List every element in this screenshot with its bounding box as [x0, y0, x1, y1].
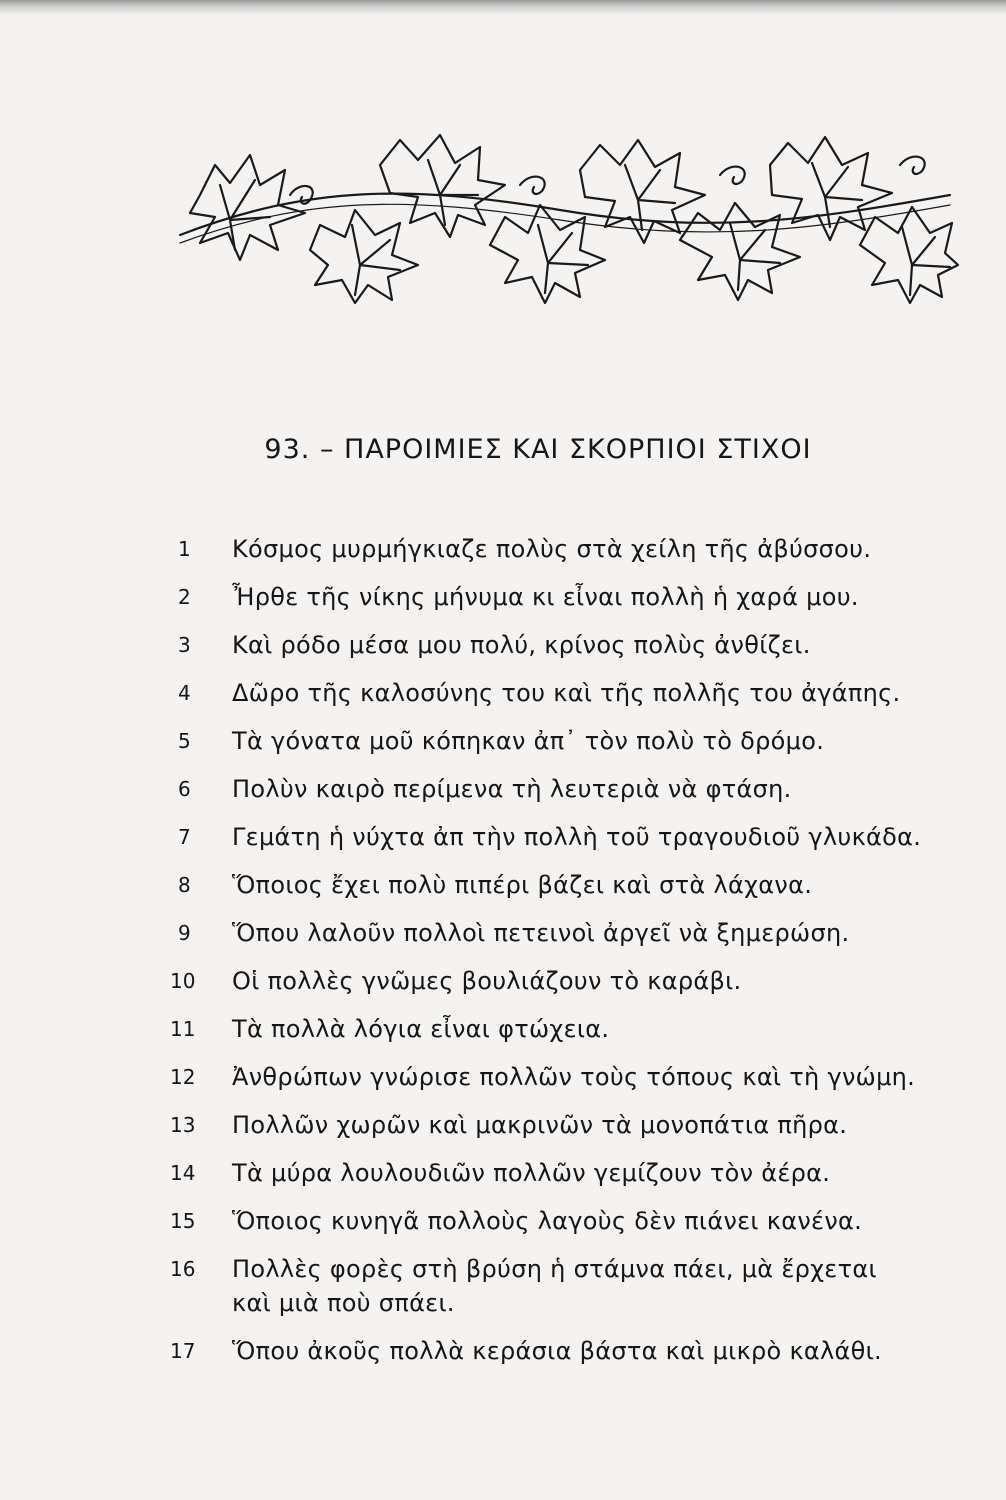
page-top-edge: [0, 0, 1006, 14]
verse-text: Ἦρθε τῆς νίκης μήνυμα κι εἶναι πολλὴ ἡ χαρά μου.: [232, 583, 859, 611]
list-item: [170, 868, 970, 902]
vine-leaf-ornament-icon: [160, 125, 960, 305]
verse-text: Δῶρο τῆς καλοσύνης του καὶ τῆς πολλῆς του ἀγάπης.: [232, 679, 901, 707]
list-item: [170, 772, 970, 806]
verse-number: 16: [170, 1257, 196, 1281]
verse-text: Ὅποιος ἔχει πολὺ πιπέρι βάζει καὶ στὰ λάχανα.: [232, 871, 813, 899]
verse-number: 7: [178, 825, 191, 849]
verse-text: Ἀνθρώπων γνώρισε πολλῶν τοὺς τόπους καὶ τὴ γνώμη.: [232, 1063, 916, 1091]
verse-text: Καὶ ρόδο μέσα μου πολύ, κρίνος πολὺς ἀνθίζει.: [232, 631, 811, 659]
verse-text: Γεμάτη ἡ νύχτα ἀπ τὴν πολλὴ τοῦ τραγουδιοῦ γλυκάδα.: [232, 823, 922, 851]
verse-text: [232, 1252, 877, 1320]
list-item: [170, 1156, 970, 1190]
verse-text: Κόσμος μυρμήγκιαζε πολὺς στὰ χείλη τῆς ἀβύσσου.: [232, 535, 872, 563]
verse-number: 12: [170, 1065, 196, 1089]
verse-number: 8: [178, 873, 191, 897]
list-item: [170, 628, 970, 662]
verse-text: Οἱ πολλὲς γνῶμες βουλιάζουν τὸ καράβι.: [232, 967, 742, 995]
verse-text: Τὰ γόνατα μοῦ κόπηκαν ἀπ᾽ τὸν πολὺ τὸ δρόμο.: [232, 727, 825, 755]
list-item: [170, 532, 970, 566]
verse-list: [170, 532, 970, 1382]
list-item: [170, 580, 970, 614]
verse-number: 14: [170, 1161, 196, 1185]
verse-number: 11: [170, 1017, 196, 1041]
verse-number: 6: [178, 777, 191, 801]
verse-text: Τὰ μύρα λουλουδιῶν πολλῶν γεμίζουν τὸν ἀέρα.: [232, 1159, 831, 1187]
verse-number: 3: [178, 633, 191, 657]
list-item: [170, 916, 970, 950]
verse-text: Ὅπου λαλοῦν πολλοὶ πετεινοὶ ἀργεῖ νὰ ξημερώση.: [232, 919, 850, 947]
page-title: 93. – ΠΑΡΟΙΜΙΕΣ ΚΑΙ ΣΚΟΡΠΙΟΙ ΣΤΙΧΟΙ: [264, 434, 812, 465]
verse-number: 1: [178, 537, 191, 561]
list-item: [170, 1108, 970, 1142]
verse-text: Πολὺν καιρὸ περίμενα τὴ λευτεριὰ νὰ φτάση.: [232, 775, 792, 803]
list-item: [170, 964, 970, 998]
verse-number: 13: [170, 1113, 196, 1137]
verse-number: 15: [170, 1209, 196, 1233]
verse-text: Ὅπου ἀκοῦς πολλὰ κεράσια βάστα καὶ μικρὸ καλάθι.: [232, 1337, 882, 1365]
verse-number: 2: [178, 585, 191, 609]
list-item: [170, 1252, 970, 1320]
verse-number: 17: [170, 1339, 196, 1363]
verse-text: Τὰ πολλὰ λόγια εἶναι φτώχεια.: [232, 1015, 610, 1043]
list-item: [170, 1334, 970, 1368]
list-item: [170, 1060, 970, 1094]
verse-text: Πολλῶν χωρῶν καὶ μακρινῶν τὰ μονοπάτια πῆρα.: [232, 1111, 848, 1139]
verse-line: Πολλὲς φορὲς στὴ βρύση ἡ στάμνα πάει, μὰ ἔρχεται: [232, 1255, 877, 1283]
list-item: [170, 820, 970, 854]
verse-number: 10: [170, 969, 196, 993]
verse-continuation: καὶ μιὰ ποὺ σπάει.: [232, 1289, 455, 1317]
verse-number: 4: [178, 681, 191, 705]
list-item: [170, 1204, 970, 1238]
list-item: [170, 1012, 970, 1046]
verse-text: Ὅποιος κυνηγᾶ πολλοὺς λαγοὺς δὲν πιάνει κανένα.: [232, 1207, 863, 1235]
verse-number: 5: [178, 729, 191, 753]
list-item: [170, 724, 970, 758]
verse-number: 9: [178, 921, 191, 945]
list-item: [170, 676, 970, 710]
